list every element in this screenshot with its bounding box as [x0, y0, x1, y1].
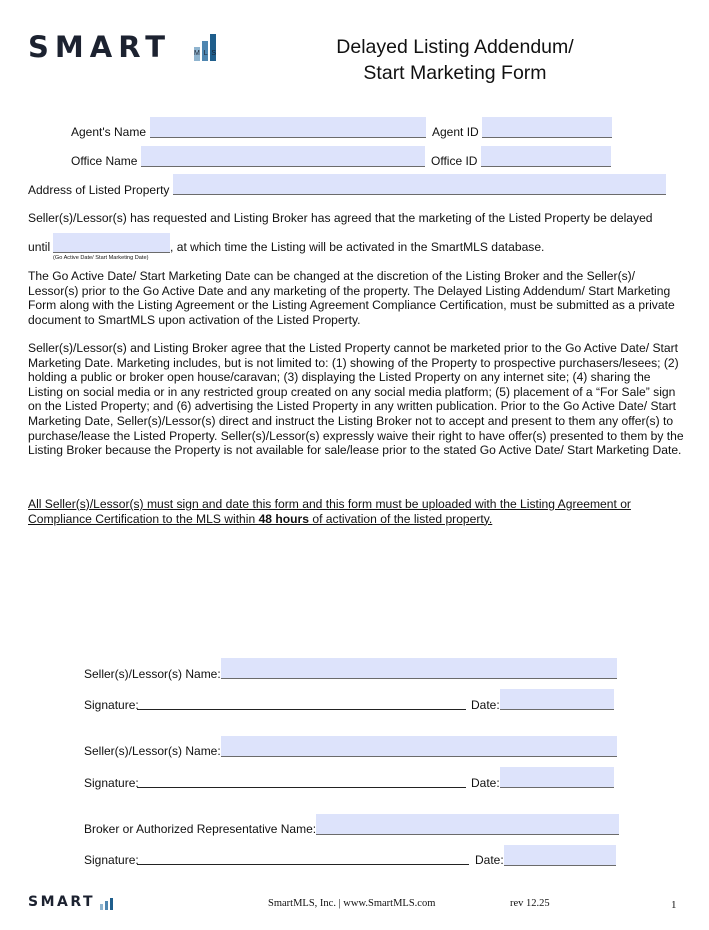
seller2-name-label: Seller(s)/Lessor(s) Name:: [84, 744, 221, 758]
para1-line: document to SmartMLS upon activation of the Listed Property.: [28, 312, 361, 327]
office-id-field[interactable]: [481, 146, 611, 167]
broker-date-label: Date:: [475, 853, 504, 867]
footer-logo-bars: [100, 898, 120, 910]
notice-line-2: Compliance Certification to the MLS within 48 hours of activation of the listed property.: [28, 511, 493, 526]
para2-line: Seller(s)/Lessor(s) and Listing Broker agree that the Listed Property cannot be marketed prior to the Go Active Date/ Start: [28, 341, 679, 355]
title-line-2: Start Marketing Form: [363, 62, 547, 84]
title-line-1: Delayed Listing Addendum/: [336, 36, 574, 58]
para2-line: on the Listed Property; and (6) advertising the Listed Property in any written publication. Prior to the Go Active Date/ Start: [28, 399, 677, 414]
date-caption: (Go Active Date/ Start Marketing Date): [53, 255, 149, 261]
seller2-signature-label: Signature:: [84, 776, 139, 790]
broker-signature-label: Signature:: [84, 853, 139, 867]
seller2-date-label: Date:: [471, 776, 500, 790]
notice-line-1: All Seller(s)/Lessor(s) must sign and date this form and this form must be uploaded with the Listing Agreement or: [28, 497, 631, 511]
page-number: 1: [671, 899, 677, 911]
form-title: [270, 34, 640, 86]
seller1-name-field[interactable]: [221, 658, 617, 679]
footer-revision: rev 12.25: [510, 898, 550, 909]
signing-notice: [28, 497, 631, 526]
notice-deadline: 48 hours: [258, 511, 309, 526]
agent-id-field[interactable]: [482, 117, 612, 138]
go-active-date-field[interactable]: [53, 233, 170, 253]
para2-line: Listing on social media or in any restricted group created on any social media platform; (5) placement of a “For Sale” sign: [28, 384, 676, 399]
footer-logo: [28, 896, 123, 912]
smartmls-logo: [28, 30, 218, 64]
seller2-date-field[interactable]: [500, 767, 614, 788]
logo-wordmark: SMART: [28, 30, 171, 64]
until-label: until: [28, 240, 51, 254]
broker-name-field[interactable]: [316, 814, 619, 835]
seller1-signature-label: Signature:: [84, 698, 139, 712]
broker-name-label: Broker or Authorized Representative Name:: [84, 822, 317, 836]
broker-date-field[interactable]: [504, 845, 616, 866]
para1-line: Form along with the Listing Agreement or the Listing Agreement Compliance Certification, must be submitted as a private: [28, 298, 675, 313]
office-id-label: Office ID: [431, 154, 478, 168]
seller1-date-field[interactable]: [500, 689, 614, 710]
seller1-date-label: Date:: [471, 698, 500, 712]
para1-line: The Go Active Date/ Start Marketing Date can be changed at the discretion of the Listing Broker and the Seller(s)/: [28, 269, 636, 283]
footer-company: SmartMLS, Inc. | www.SmartMLS.com: [268, 898, 436, 909]
seller1-signature-line[interactable]: [137, 696, 466, 710]
logo-mls: M L S: [194, 50, 218, 57]
seller2-name-field[interactable]: [221, 736, 617, 757]
paragraph-marketing-restrictions: [28, 341, 684, 458]
paragraph-change-date: [28, 269, 675, 327]
agent-id-label: Agent ID: [432, 125, 479, 139]
delay-statement: Seller(s)/Lessor(s) has requested and Listing Broker has agreed that the marketing of the Listed Property be delayed: [28, 211, 653, 225]
para2-line: Listing Broker because the Property is not available for sale/lease prior to the stated Go Active Date/ Start Marketing Date.: [28, 443, 682, 458]
para2-line: Marketing Date, Seller(s)/Lessor(s) direct and instruct the Listing Broker not to accept and present to them any offer(s) to: [28, 413, 674, 428]
para1-line: Lessor(s) prior to the Go Active Date and any marketing of the property. The Delayed Listing Addendum/ Start Marketing: [28, 283, 671, 298]
office-name-field[interactable]: [141, 146, 425, 167]
seller1-name-label: Seller(s)/Lessor(s) Name:: [84, 667, 221, 681]
address-label: Address of Listed Property: [28, 183, 170, 197]
agent-name-label: Agent's Name: [71, 125, 146, 139]
office-name-label: Office Name: [71, 154, 138, 168]
agent-name-field[interactable]: [150, 117, 426, 138]
para2-line: Marketing Date. Marketing includes, but is not limited to: (1) showing of the Property to prospective purchasers/lesees; (2): [28, 355, 679, 370]
para2-line: purchase/lease the Listed Property. Seller(s)/Lessor(s) expressly waive their right to have offer(s) presented to them by the: [28, 428, 684, 443]
broker-signature-line[interactable]: [137, 851, 469, 865]
footer-logo-wordmark: SMART: [28, 894, 96, 910]
until-rest: , at which time the Listing will be activated in the SmartMLS database.: [170, 240, 545, 254]
address-field[interactable]: [173, 174, 666, 195]
seller2-signature-line[interactable]: [137, 774, 466, 788]
para2-line: holding a public or broker open house/caravan; (3) displaying the Listed Property on any internet site; (4) sharing the: [28, 370, 651, 385]
